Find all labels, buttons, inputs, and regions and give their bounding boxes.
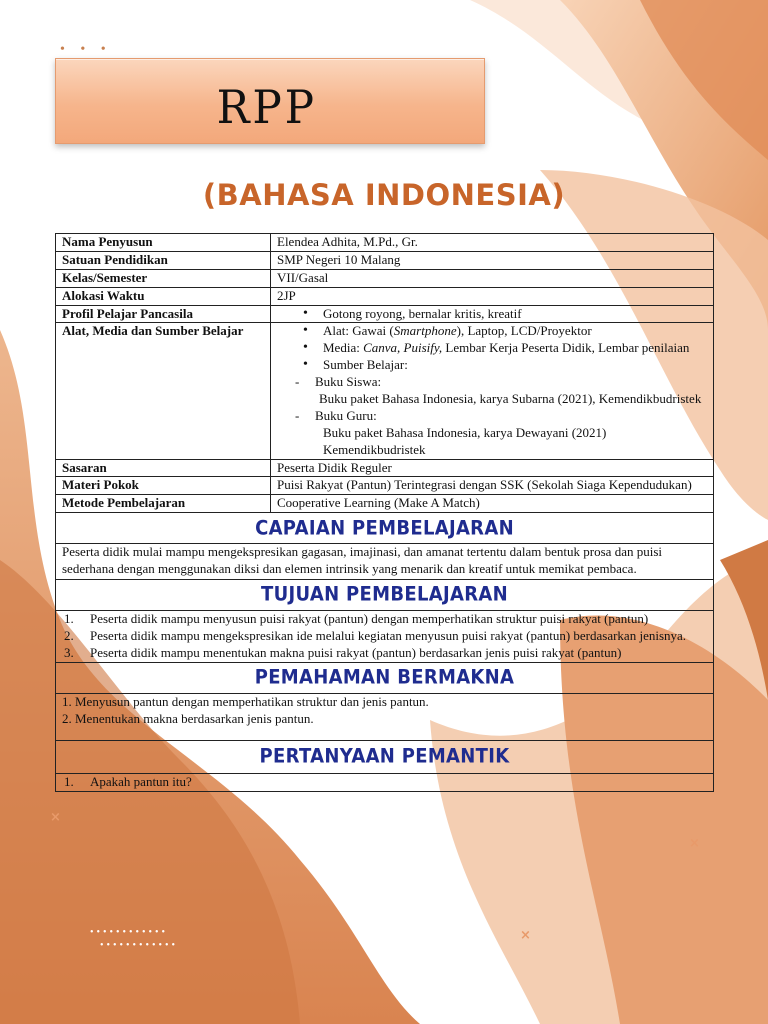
list-item — [62, 774, 707, 791]
table-row — [56, 544, 714, 580]
section-heading-pertanyaan — [56, 740, 714, 773]
list-item — [299, 323, 707, 340]
list-number: 1. — [64, 611, 74, 627]
list-item — [62, 645, 707, 662]
list-item: 1. Menyusun pantun dengan memperhatikan struktur dan jenis pantun. — [62, 693, 429, 709]
field-label: Alokasi Waktu — [56, 287, 271, 305]
alat-suffix: ), Laptop, LCD/Proyektor — [456, 323, 592, 339]
table-row — [56, 269, 714, 287]
list-item: 2. Menentukan makna berdasarkan jenis pantun. — [62, 710, 314, 726]
media-italic: Canva, Puisify, — [363, 340, 443, 356]
field-value: VII/Gasal — [271, 269, 714, 287]
field-value — [271, 305, 714, 323]
media-prefix: Media: — [323, 340, 364, 356]
section-heading-text: CAPAIAN PEMBELAJARAN — [255, 516, 514, 540]
table-row — [56, 580, 714, 611]
field-label: Metode Pembelajaran — [56, 495, 271, 513]
field-value: Puisi Rakyat (Pantun) Terintegrasi dengan SSK (Sekolah Siaga Kependudukan) — [271, 477, 714, 495]
field-label: Kelas/Semester — [56, 269, 271, 287]
media-suffix: Lembar Kerja Peserta Didik, Lembar penilaian — [442, 340, 690, 356]
section-heading-text: PERTANYAAN PEMANTIK — [259, 745, 510, 768]
field-label: Alat, Media dan Sumber Belajar — [56, 323, 271, 459]
field-value: Elendea Adhita, M.Pd., Gr. — [271, 234, 714, 252]
rpp-table — [55, 233, 714, 792]
section-heading-text: PEMAHAMAN BERMAKNA — [254, 666, 515, 689]
page-subtitle: (BAHASA INDONESIA) — [202, 178, 566, 212]
table-row — [56, 740, 714, 773]
list-number: 1. — [64, 773, 74, 789]
list-item — [62, 628, 707, 645]
tujuan-list-cell — [56, 611, 714, 663]
list-text: Peserta didik mampu menentukan makna puisi rakyat (pantun) berdasarkan jenis puisi rakyat (pantun) — [90, 644, 622, 660]
decorative-dots-row: •••••••••••• — [100, 940, 179, 951]
table-row — [56, 459, 714, 477]
field-value: 2JP — [271, 287, 714, 305]
list-item — [62, 611, 707, 628]
buku-guru-detail: Buku paket Bahasa Indonesia, karya Dewayani (2021) Kemendikbudristek — [323, 424, 607, 457]
decorative-dots: • • • — [60, 42, 112, 57]
list-item — [299, 340, 707, 357]
pemahaman-list-cell — [56, 693, 714, 740]
field-value — [271, 323, 714, 459]
list-text: Apakah pantun itu? — [90, 773, 192, 789]
alat-italic: Smartphone — [393, 323, 457, 339]
field-label: Sasaran — [56, 459, 271, 477]
table-row — [56, 323, 714, 459]
field-value: Cooperative Learning (Make A Match) — [271, 495, 714, 513]
section-heading-pemahaman — [56, 662, 714, 693]
section-heading-text: TUJUAN PEMBELAJARAN — [261, 583, 508, 607]
decorative-x-icon: × — [520, 928, 531, 943]
table-row — [56, 477, 714, 495]
list-item: • Sumber Belajar: — [299, 357, 707, 374]
alat-prefix: Alat: Gawai ( — [323, 323, 394, 339]
list-text: Peserta didik mampu mengekspresikan ide melalui kegiatan menyusun puisi rakyat (pantun) berdasarkan jenisnya. — [90, 627, 687, 643]
table-row — [56, 251, 714, 269]
table-row — [56, 287, 714, 305]
list-number: 3. — [64, 644, 74, 660]
table-row — [56, 495, 714, 513]
table-row — [56, 611, 714, 663]
table-row — [56, 513, 714, 544]
table-row — [56, 662, 714, 693]
field-value: SMP Negeri 10 Malang — [271, 251, 714, 269]
pertanyaan-list-cell — [56, 773, 714, 791]
field-label: Satuan Pendidikan — [56, 251, 271, 269]
page-title: RPP — [216, 80, 317, 134]
capaian-text: Peserta didik mulai mampu mengekspresikan gagasan, imajinasi, dan amanat tertentu dalam bentuk prosa dan puisi sederhana dengan menggunakan diksi dan elemen intrinsik yang menarik dan kreatif untuk memikat pembaca. — [56, 544, 714, 580]
list-number: 2. — [64, 627, 74, 643]
table-row — [56, 305, 714, 323]
field-label: Nama Penyusun — [56, 234, 271, 252]
field-label: Profil Pelajar Pancasila — [56, 305, 271, 323]
section-heading-capaian — [56, 513, 714, 544]
list-item: • Gotong royong, bernalar kritis, kreatif — [299, 306, 707, 323]
table-row — [56, 234, 714, 252]
buku-siswa-label: - Buku Siswa: — [295, 374, 707, 391]
decorative-x-icon: × — [689, 836, 700, 851]
buku-guru-label: - Buku Guru: — [295, 408, 707, 425]
buku-siswa-detail: Buku paket Bahasa Indonesia, karya Subarna (2021), Kemendikbudristek — [319, 391, 702, 407]
table-row — [56, 693, 714, 740]
table-row — [56, 773, 714, 791]
decorative-dots-row: •••••••••••• — [90, 927, 169, 938]
field-value: Peserta Didik Reguler — [271, 459, 714, 477]
decorative-x-icon: × — [50, 810, 61, 825]
section-heading-tujuan — [56, 580, 714, 611]
field-label: Materi Pokok — [56, 477, 271, 495]
list-text: Peserta didik mampu menyusun puisi rakyat (pantun) dengan memperhatikan struktur puisi rakyat (pantun) — [90, 611, 649, 627]
